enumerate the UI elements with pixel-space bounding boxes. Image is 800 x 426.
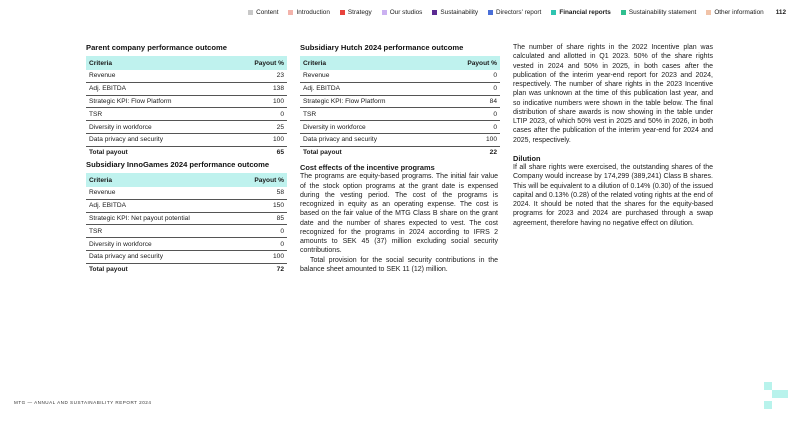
table-row [86, 70, 287, 82]
criteria-cell: Adj. EBITDA [86, 82, 229, 95]
criteria-cell: Adj. EBITDA [300, 82, 443, 95]
nav-item-label: Strategy [347, 9, 372, 16]
nav-item-directors-report[interactable] [488, 9, 541, 16]
payout-cell: 0 [237, 225, 287, 238]
table-row [86, 225, 287, 238]
payout-cell: 0 [443, 82, 501, 95]
total-label: Total payout [303, 149, 342, 157]
criteria-cell: TSR [86, 225, 237, 238]
nav-item-our-studios[interactable] [382, 9, 423, 16]
table-row [86, 212, 287, 225]
payout-cell: 0 [443, 108, 501, 121]
brand-logo-icon [764, 382, 788, 409]
payout-cell: 0 [443, 70, 501, 82]
criteria-cell: Diversity in workforce [86, 121, 229, 134]
parent-performance-table [86, 56, 287, 159]
total-value: 72 [276, 266, 284, 274]
dilution-paragraph: If all share rights were exercised, the outstanding shares of the Company would increase by 174,299 (389,241) Class B shares. This will be equivalent to a dilution of 0.14% (0.30) of the issued capital and 0.13% (0.28) of the related voting rights at the end of 2024. It should be noted that the shares for the equity-based programs for 2023 and 2024 are purchased through a swap agreement, therefore having no negative effect on dilution. [513, 164, 713, 227]
share-rights-paragraph: The number of share rights in the 2022 Incentive plan was calculated and allotted in Q1 2023. 50% of the share rights vested in 2024 and 50% in 2025, in both cases after the publication of the interim year-end report for 2023 and 2024, respectively. The number of share rights in the 2023 Incentive plan was unknown at the time of this publication last year, and so indicative numbers were shown in the table below. The final distribution of share awards is now showing in the table under LTIP 2023, of which 50% vest in 2025 and 50% in 2026, in both cases after the publication of the interim year-end for 2024 and 2025, respectively. [513, 44, 713, 144]
nav-item-label: Our studios [389, 9, 423, 16]
cost-effects-paragraph: The programs are equity-based programs. The initial fair value of the stock option programs at the grant date is expensed during the vesting period. The cost of the programs is recognized in equity as an operating expense. The cost is based on the fair value of the MTG Class B share on the grant date and the number of shares expected to vest. The cost recognized for the programs in 2024 according to IFRS 2 amounts to SEK 45 (37) million excluding social security contributions. [300, 173, 498, 255]
payout-cell: 100 [237, 250, 287, 263]
criteria-cell: Revenue [300, 70, 443, 82]
criteria-cell: Data privacy and security [300, 133, 443, 146]
table-row [300, 82, 500, 95]
total-label: Total payout [89, 149, 128, 157]
criteria-cell: Revenue [86, 70, 229, 82]
nav-item-sustainability-statement[interactable] [621, 9, 697, 16]
innogames-performance-table [86, 173, 287, 276]
page-number: 112 [775, 9, 786, 16]
criteria-cell: TSR [86, 108, 229, 121]
table-row [300, 133, 500, 146]
nav-color-swatch-icon [432, 10, 437, 15]
table-row [86, 250, 287, 263]
criteria-cell: Revenue [86, 187, 237, 199]
nav-item-sustainability[interactable] [432, 9, 478, 16]
total-value: 22 [489, 149, 497, 157]
total-row [86, 263, 287, 275]
footer-text: MTG — ANNUAL AND SUSTAINABILITY REPORT 2024 [14, 400, 152, 405]
col-payout: Payout % [229, 56, 287, 70]
criteria-cell: TSR [300, 108, 443, 121]
payout-cell: 25 [229, 121, 287, 134]
nav-item-introduction[interactable] [288, 9, 329, 16]
table-row [300, 108, 500, 121]
col-criteria: Criteria [86, 173, 237, 187]
table-row [86, 121, 287, 134]
nav-items [248, 9, 764, 16]
table-row [300, 121, 500, 134]
nav-item-strategy[interactable] [340, 9, 372, 16]
payout-cell: 85 [237, 212, 287, 225]
dilution-heading: Dilution [513, 153, 541, 163]
hutch-table-title: Subsidiary Hutch 2024 performance outcome [300, 43, 464, 52]
criteria-cell: Strategic KPI: Flow Platform [300, 95, 443, 108]
payout-cell: 0 [443, 121, 501, 134]
table-row [86, 95, 287, 108]
table-row [300, 70, 500, 82]
table-row [86, 133, 287, 146]
col-criteria: Criteria [300, 56, 443, 70]
nav-item-label: Other information [714, 9, 764, 16]
payout-cell: 0 [229, 108, 287, 121]
criteria-cell: Strategic KPI: Net payout potential [86, 212, 237, 225]
payout-cell: 23 [229, 70, 287, 82]
payout-cell: 58 [237, 187, 287, 199]
hutch-table-block [300, 43, 500, 159]
table-row [300, 95, 500, 108]
innogames-table-title: Subsidiary InnoGames 2024 performance outcome [86, 160, 270, 169]
table-row [86, 82, 287, 95]
nav-color-swatch-icon [288, 10, 293, 15]
parent-table-block [86, 43, 287, 159]
total-value: 65 [276, 149, 284, 157]
parent-table-title: Parent company performance outcome [86, 43, 227, 52]
nav-item-label: Financial reports [559, 9, 611, 16]
share-rights-section [513, 43, 713, 228]
table-row [86, 238, 287, 251]
payout-cell: 100 [229, 133, 287, 146]
col-criteria: Criteria [86, 56, 229, 70]
nav-item-label: Sustainability [440, 9, 479, 16]
top-navigation [248, 9, 786, 16]
payout-cell: 150 [237, 199, 287, 212]
nav-color-swatch-icon [340, 10, 345, 15]
criteria-cell: Data privacy and security [86, 133, 229, 146]
nav-item-financial-reports[interactable] [551, 9, 611, 16]
table-row [86, 187, 287, 199]
innogames-table-block [86, 160, 287, 276]
table-row [86, 108, 287, 121]
nav-item-label: Sustainability statement [628, 9, 697, 16]
payout-cell: 0 [237, 238, 287, 251]
criteria-cell: Diversity in workforce [300, 121, 443, 134]
nav-color-swatch-icon [706, 10, 711, 15]
nav-item-label: Directors' report [496, 9, 542, 16]
nav-item-other-information[interactable] [706, 9, 763, 16]
nav-color-swatch-icon [382, 10, 387, 15]
criteria-cell: Strategic KPI: Flow Platform [86, 95, 229, 108]
criteria-cell: Data privacy and security [86, 250, 237, 263]
payout-cell: 84 [443, 95, 501, 108]
payout-cell: 100 [229, 95, 287, 108]
nav-item-content[interactable] [248, 9, 278, 16]
criteria-cell: Adj. EBITDA [86, 199, 237, 212]
payout-cell: 100 [443, 133, 501, 146]
criteria-cell: Diversity in workforce [86, 238, 237, 251]
cost-effects-heading: Cost effects of the incentive programs [300, 163, 435, 172]
nav-item-label: Introduction [296, 9, 330, 16]
nav-color-swatch-icon [488, 10, 493, 15]
nav-color-swatch-icon [248, 10, 253, 15]
provision-paragraph: Total provision for the social security contributions in the balance sheet amounted to SEK 11 (12) million. [300, 256, 498, 273]
total-row [86, 146, 287, 158]
hutch-performance-table [300, 56, 500, 159]
col-payout: Payout % [443, 56, 501, 70]
table-row [86, 199, 287, 212]
col-payout: Payout % [237, 173, 287, 187]
nav-color-swatch-icon [621, 10, 626, 15]
payout-cell: 138 [229, 82, 287, 95]
nav-item-label: Content [256, 9, 279, 16]
total-row [300, 146, 500, 158]
cost-effects-section [300, 163, 498, 274]
nav-color-swatch-icon [551, 10, 556, 15]
total-label: Total payout [89, 266, 128, 274]
